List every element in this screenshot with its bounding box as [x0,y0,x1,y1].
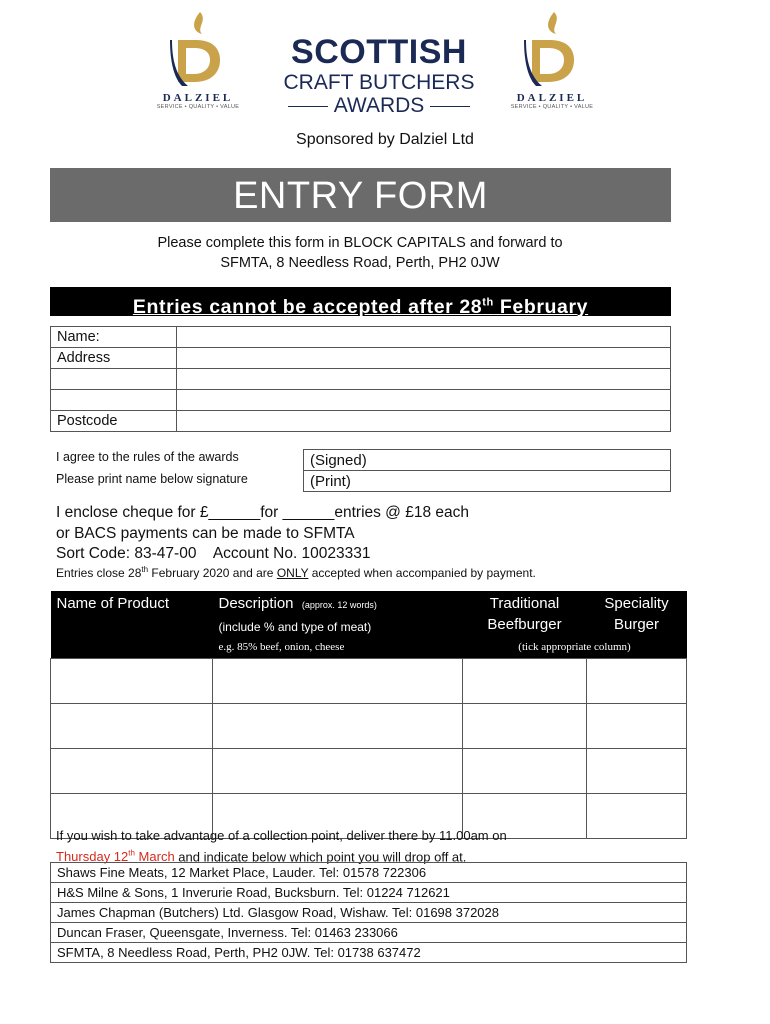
table-row [51,659,687,704]
collection-point-option[interactable]: Duncan Fraser, Queensgate, Inverness. Tel: 01463 233066 [51,923,687,943]
dalziel-emblem-icon [522,10,582,88]
description-example: e.g. 85% beef, onion, cheese [213,640,463,659]
product-description-cell[interactable] [213,659,463,704]
agree-rules-text: I agree to the rules of the awards [56,450,239,464]
awards-logo-line3: AWARDS [333,94,425,117]
deadline-text: Entries cannot be accepted after 28 [132,295,483,318]
table-row [51,923,687,943]
speciality-tick-cell[interactable] [587,749,687,794]
table-row [304,450,671,471]
divider [288,106,328,107]
table-row [51,390,671,411]
dalziel-wordmark: DALZIEL [162,92,234,104]
divider [430,106,470,107]
table-row [51,883,687,903]
column-header-description: Description (approx. 12 words) (include % and type of meat) [213,591,463,640]
column-header-speciality: Speciality Burger [587,591,687,640]
collection-point-option[interactable]: SFMTA, 8 Needless Road, Perth, PH2 0JW. Tel: 01738 637472 [51,943,687,963]
traditional-tick-cell[interactable] [463,659,587,704]
print-name-field[interactable]: (Print) [304,471,671,492]
table-row [51,348,671,369]
table-row [304,471,671,492]
deadline-month: February [493,295,589,318]
deadline-sup: th [482,296,494,308]
product-name-cell[interactable] [51,749,213,794]
contact-details-table [50,326,671,432]
dalziel-tagline: SERVICE • QUALITY • VALUE [510,104,594,110]
address-label: Address [51,348,177,369]
sort-code-line: Sort Code: 83-47-00 Account No. 10023331 [56,545,371,562]
sponsor-line: Sponsored by Dalziel Ltd [296,131,474,148]
bacs-line: or BACS payments can be made to SFMTA [56,524,355,542]
dalziel-tagline: SERVICE • QUALITY • VALUE [156,104,240,110]
entries-close-note: Entries close 28th February 2020 and are ONLY accepted when accompanied by payment. [56,565,536,580]
address-label-blank [51,369,177,390]
address-field-3[interactable] [177,390,671,411]
dalziel-emblem-icon [168,10,228,88]
awards-logo [268,35,490,117]
product-name-cell[interactable] [51,659,213,704]
postcode-field[interactable] [177,411,671,432]
instructions-line1: Please complete this form in BLOCK CAPITALS and forward to [157,235,563,251]
table-row [51,749,687,794]
cheque-line: I enclose cheque for £______for ______entries @ £18 each [56,504,470,521]
table-row [51,327,671,348]
signature-table [303,449,671,492]
tick-note: (tick appropriate column) [463,640,687,659]
collection-points-table [50,862,687,963]
collection-date: Thursday 12th March [56,849,175,865]
deadline-banner [50,287,671,316]
speciality-tick-cell[interactable] [587,704,687,749]
print-name-text: Please print name below signature [56,472,248,486]
address-field-2[interactable] [177,369,671,390]
table-row [51,411,671,432]
column-header-traditional: Traditional Beefburger [463,591,587,640]
speciality-tick-cell[interactable] [587,659,687,704]
table-row [51,369,671,390]
collection-point-option[interactable]: Shaws Fine Meats, 12 Market Place, Lauder. Tel: 01578 722306 [51,863,687,883]
table-row [51,704,687,749]
traditional-tick-cell[interactable] [463,704,587,749]
postcode-label: Postcode [51,411,177,432]
table-row [51,903,687,923]
collection-instructions [56,827,507,866]
product-description-cell[interactable] [213,749,463,794]
traditional-tick-cell[interactable] [463,749,587,794]
product-entry-table [50,591,687,839]
table-row [51,943,687,963]
signature-field[interactable]: (Signed) [304,450,671,471]
awards-logo-line2: CRAFT BUTCHERS [283,71,475,94]
address-label-blank [51,390,177,411]
collection-line1: If you wish to take advantage of a collection point, deliver there by 11.00am on [56,828,507,843]
collection-line2: Thursday 12th March and indicate below which point you will drop off at. [56,849,467,865]
table-header-row [51,591,687,640]
instructions-line2: SFMTA, 8 Needless Road, Perth, PH2 0JW [220,255,500,271]
product-description-cell[interactable] [213,704,463,749]
speciality-tick-cell[interactable] [587,794,687,839]
instructions [0,233,720,273]
awards-logo-line1: SCOTTISH [291,33,467,71]
dalziel-wordmark: DALZIEL [516,92,588,104]
product-name-cell[interactable] [51,704,213,749]
collection-point-option[interactable]: H&S Milne & Sons, 1 Inverurie Road, Bucksburn. Tel: 01224 712621 [51,883,687,903]
dalziel-logo-left [150,10,246,120]
table-row [51,863,687,883]
name-field[interactable] [177,327,671,348]
table-subheader-row [51,640,687,659]
page-title: ENTRY FORM [50,168,671,222]
name-label: Name: [51,327,177,348]
collection-point-option[interactable]: James Chapman (Butchers) Ltd. Glasgow Road, Wishaw. Tel: 01698 372028 [51,903,687,923]
payment-details [56,503,469,565]
address-field-1[interactable] [177,348,671,369]
dalziel-logo-right [504,10,600,120]
column-header-product: Name of Product [51,591,213,640]
